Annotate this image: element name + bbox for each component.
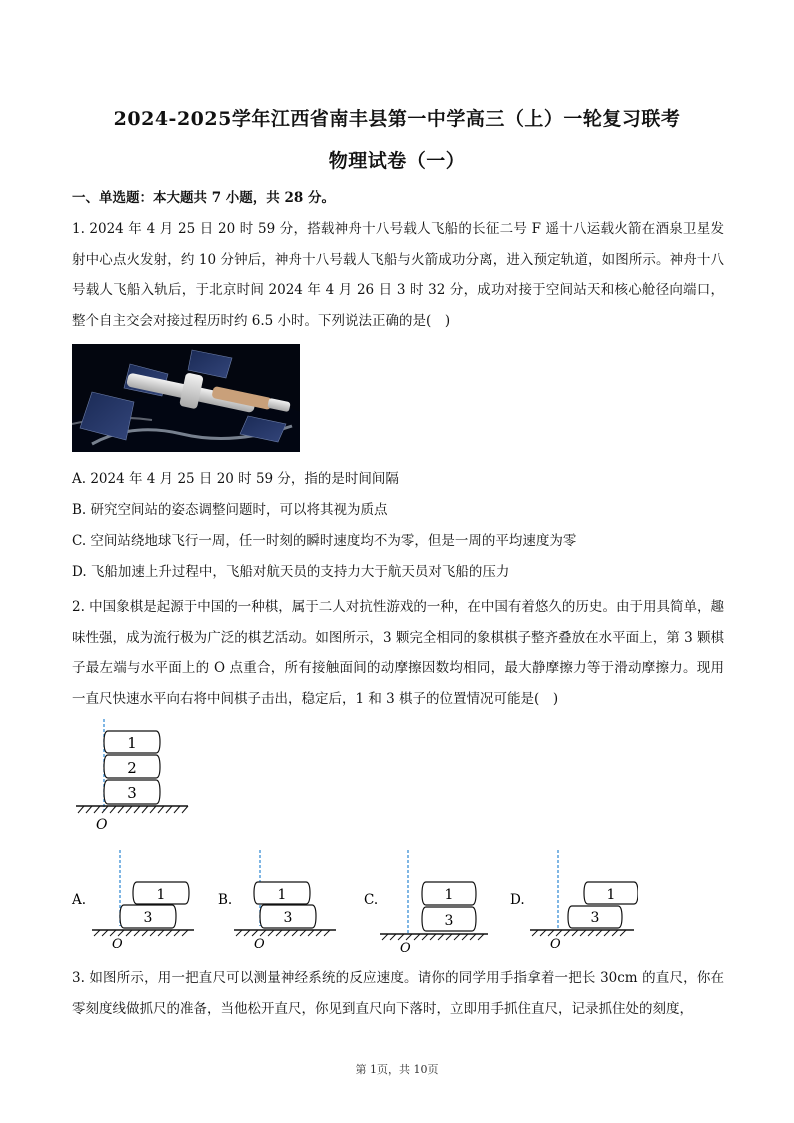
chess-piece-3 xyxy=(104,780,160,804)
space-station-photo xyxy=(72,344,300,452)
svg-text:3: 3 xyxy=(143,910,153,926)
question-1-option-c: C. 空间站绕地球飞行一周，任一时刻的瞬时速度均不为零，但是一周的平均速度为零 xyxy=(72,533,577,549)
svg-text:3: 3 xyxy=(283,910,293,926)
choice-b-figure xyxy=(216,848,346,962)
svg-text:3: 3 xyxy=(127,784,137,802)
choice-a-letter: A. xyxy=(72,892,87,908)
svg-text:1: 1 xyxy=(156,887,166,903)
question-3-text: 3. 如图所示，用一把直尺可以测量神经系统的反应速度。请你的同学用手指拿着一把长 30cm 的直尺，你在零刻度线做抓尺的准备，当他松开直尺，你见到直尺向下落时，立即用手抓住直尺，记录抓住处的刻度， xyxy=(72,970,724,1017)
svg-text:O: O xyxy=(400,941,411,956)
origin-label: O xyxy=(96,817,108,833)
svg-text:3: 3 xyxy=(590,910,600,926)
svg-text:1: 1 xyxy=(444,887,454,903)
question-1-text: 1. 2024 年 4 月 25 日 20 时 59 分，搭载神舟十八号载人飞船的长征二号 F 遥十八运载火箭在酒泉卫星发射中心点火发射，约 10 分钟后，神舟十八号载人飞船与火箭成功分离，进入预定轨道，如图所示。神舟十八号载人飞船入轨后，于北京时间 2024 年 4 月 26 日 3 时 32 分，成功对接于空间站天和核心舱径向端口，整个自主交会对接过程历时约 6.5 小时。下列说法正确的是( ) xyxy=(72,221,724,329)
choice-c-letter: C. xyxy=(364,892,379,908)
section-heading: 一、单选题：本大题共 7 小题，共 28 分。 xyxy=(72,190,335,206)
exam-title-line1: 2024-2025学年江西省南丰县第一中学高三（上）一轮复习联考 xyxy=(113,108,681,130)
question-2-text: 2. 中国象棋是起源于中国的一种棋，属于二人对抗性游戏的一种，在中国有着悠久的历史。由于用具简单，趣味性强，成为流行极为广泛的棋艺活动。如图所示，3 颗完全相同的象棋棋子整齐叠放在水平面上，第 3 颗棋子最左端与水平面上的 O 点重合，所有接触面间的动摩擦因数均相同，最大静摩擦力等于滑动摩擦力。现用一直尺快速水平向右将中间棋子击出，稳定后，1 和 3 棋子的位置情况可能是( ) xyxy=(72,599,724,707)
question-1-option-b: B. 研究空间站的姿态调整问题时，可以将其视为质点 xyxy=(72,502,388,518)
chess-piece-2 xyxy=(104,755,160,778)
svg-text:1: 1 xyxy=(606,887,616,903)
svg-text:3: 3 xyxy=(444,913,454,929)
choice-d-letter: D. xyxy=(510,892,525,908)
svg-text:1: 1 xyxy=(277,887,287,903)
svg-text:O: O xyxy=(254,937,265,952)
exam-title-line2: 物理试卷（一） xyxy=(328,150,466,172)
svg-text:O: O xyxy=(112,937,123,952)
choice-d-figure xyxy=(508,848,638,962)
chess-piece-1 xyxy=(104,731,160,753)
question-1-option-d: D. 飞船加速上升过程中，飞船对航天员的支持力大于航天员对飞船的压力 xyxy=(72,564,510,580)
svg-text:O: O xyxy=(550,937,561,952)
ground-surface xyxy=(76,806,188,813)
svg-text:2: 2 xyxy=(127,759,137,777)
choice-c-figure xyxy=(362,848,492,962)
choice-a-figure xyxy=(70,848,200,962)
space-station-image xyxy=(72,344,300,452)
choice-b-letter: B. xyxy=(218,892,233,908)
question-1-option-a: A. 2024 年 4 月 25 日 20 时 59 分，指的是时间间隔 xyxy=(72,471,399,487)
chess-stack-figure xyxy=(70,717,200,841)
page-footer: 第 1页，共 10页 xyxy=(355,1063,439,1076)
svg-text:1: 1 xyxy=(127,734,137,752)
